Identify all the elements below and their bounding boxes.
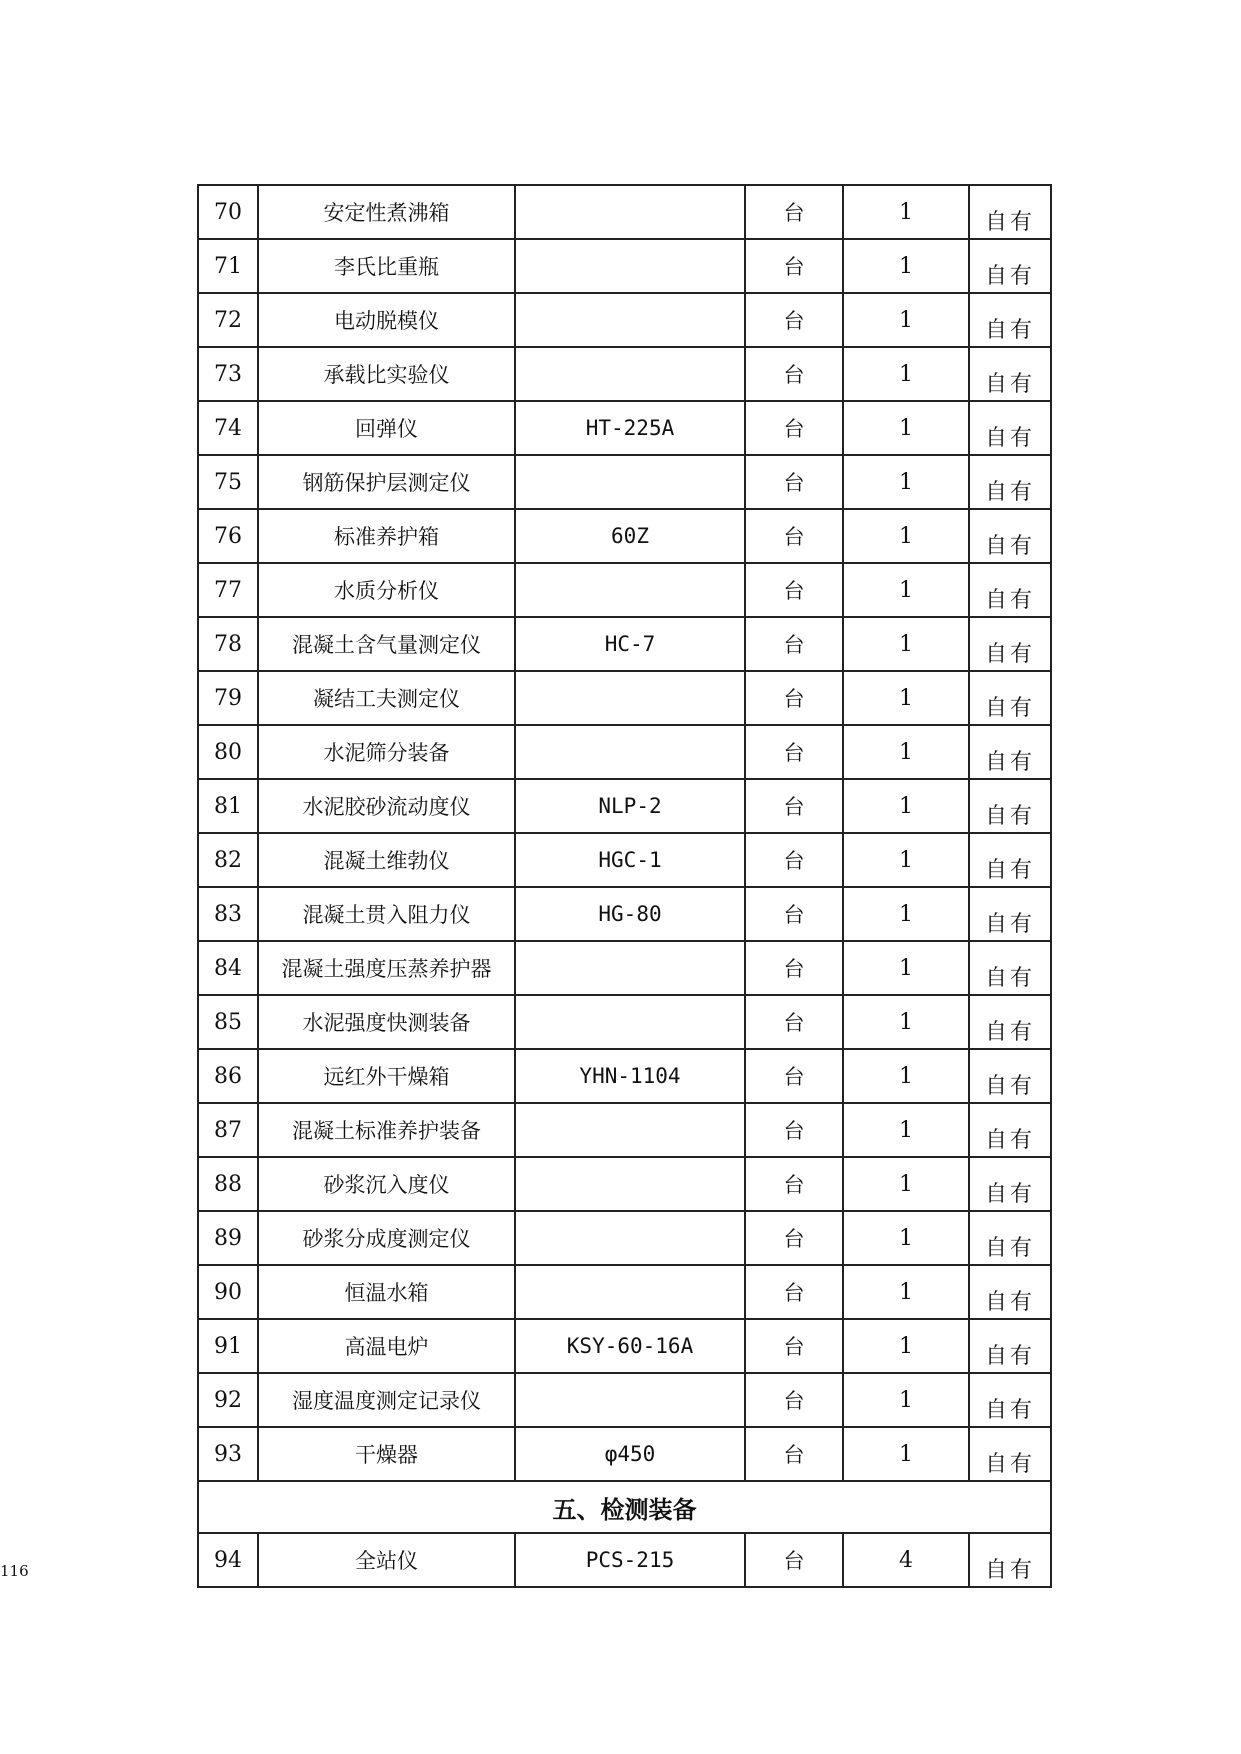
quantity-cell: 1 — [843, 401, 969, 455]
ownership-cell: 自有 — [969, 1427, 1051, 1481]
ownership-cell: 自有 — [969, 725, 1051, 779]
model-cell — [515, 239, 745, 293]
ownership-cell: 自有 — [969, 239, 1051, 293]
equipment-name-cell: 混凝土强度压蒸养护器 — [258, 941, 515, 995]
table-row — [198, 1533, 1051, 1587]
row-number-cell: 74 — [198, 401, 258, 455]
model-cell — [515, 1265, 745, 1319]
table-row — [198, 1157, 1051, 1211]
page-number: 116 — [0, 1562, 29, 1580]
ownership-cell: 自有 — [969, 833, 1051, 887]
equipment-name-cell: 混凝土贯入阻力仪 — [258, 887, 515, 941]
ownership-cell: 自有 — [969, 617, 1051, 671]
row-number-cell: 88 — [198, 1157, 258, 1211]
ownership-cell: 自有 — [969, 401, 1051, 455]
unit-cell: 台 — [745, 401, 843, 455]
row-number-cell: 93 — [198, 1427, 258, 1481]
ownership-cell: 自有 — [969, 1319, 1051, 1373]
unit-cell: 台 — [745, 1049, 843, 1103]
table-row — [198, 1265, 1051, 1319]
unit-cell: 台 — [745, 1373, 843, 1427]
row-number-cell: 89 — [198, 1211, 258, 1265]
row-number-cell: 85 — [198, 995, 258, 1049]
unit-cell: 台 — [745, 833, 843, 887]
ownership-cell: 自有 — [969, 887, 1051, 941]
equipment-name-cell: 水泥胶砂流动度仪 — [258, 779, 515, 833]
row-number-cell: 91 — [198, 1319, 258, 1373]
unit-cell: 台 — [745, 671, 843, 725]
model-cell — [515, 1103, 745, 1157]
unit-cell: 台 — [745, 509, 843, 563]
table-row — [198, 725, 1051, 779]
row-number-cell: 79 — [198, 671, 258, 725]
equipment-name-cell: 远红外干燥箱 — [258, 1049, 515, 1103]
row-number-cell: 80 — [198, 725, 258, 779]
equipment-name-cell: 标准养护箱 — [258, 509, 515, 563]
equipment-name-cell: 水泥强度快测装备 — [258, 995, 515, 1049]
ownership-cell: 自有 — [969, 1103, 1051, 1157]
table-row — [198, 239, 1051, 293]
quantity-cell: 1 — [843, 1373, 969, 1427]
equipment-name-cell: 混凝土维勃仪 — [258, 833, 515, 887]
row-number-cell: 86 — [198, 1049, 258, 1103]
unit-cell: 台 — [745, 779, 843, 833]
row-number-cell: 76 — [198, 509, 258, 563]
equipment-name-cell: 恒温水箱 — [258, 1265, 515, 1319]
model-cell: YHN-1104 — [515, 1049, 745, 1103]
table-row — [198, 1211, 1051, 1265]
model-cell: HT-225A — [515, 401, 745, 455]
ownership-cell: 自有 — [969, 455, 1051, 509]
equipment-name-cell: 电动脱模仪 — [258, 293, 515, 347]
ownership-cell: 自有 — [969, 563, 1051, 617]
model-cell: NLP-2 — [515, 779, 745, 833]
model-cell: HG-80 — [515, 887, 745, 941]
table-row — [198, 995, 1051, 1049]
quantity-cell: 1 — [843, 185, 969, 239]
equipment-name-cell: 全站仪 — [258, 1533, 515, 1587]
table-row — [198, 401, 1051, 455]
unit-cell: 台 — [745, 1533, 843, 1587]
row-number-cell: 75 — [198, 455, 258, 509]
quantity-cell: 1 — [843, 617, 969, 671]
quantity-cell: 1 — [843, 887, 969, 941]
row-number-cell: 73 — [198, 347, 258, 401]
model-cell: 60Z — [515, 509, 745, 563]
table-row — [198, 779, 1051, 833]
ownership-cell: 自有 — [969, 1533, 1051, 1587]
unit-cell: 台 — [745, 563, 843, 617]
row-number-cell: 92 — [198, 1373, 258, 1427]
row-number-cell: 83 — [198, 887, 258, 941]
quantity-cell: 1 — [843, 455, 969, 509]
unit-cell: 台 — [745, 941, 843, 995]
row-number-cell: 90 — [198, 1265, 258, 1319]
section-header-row — [198, 1481, 1051, 1533]
model-cell — [515, 1157, 745, 1211]
unit-cell: 台 — [745, 887, 843, 941]
table-row — [198, 1373, 1051, 1427]
quantity-cell: 1 — [843, 1319, 969, 1373]
unit-cell: 台 — [745, 1265, 843, 1319]
unit-cell: 台 — [745, 1157, 843, 1211]
quantity-cell: 1 — [843, 1427, 969, 1481]
ownership-cell: 自有 — [969, 347, 1051, 401]
equipment-name-cell: 湿度温度测定记录仪 — [258, 1373, 515, 1427]
unit-cell: 台 — [745, 347, 843, 401]
ownership-cell: 自有 — [969, 1265, 1051, 1319]
unit-cell: 台 — [745, 185, 843, 239]
unit-cell: 台 — [745, 1211, 843, 1265]
quantity-cell: 1 — [843, 779, 969, 833]
unit-cell: 台 — [745, 1427, 843, 1481]
row-number-cell: 94 — [198, 1533, 258, 1587]
equipment-name-cell: 水泥筛分装备 — [258, 725, 515, 779]
equipment-name-cell: 承载比实验仪 — [258, 347, 515, 401]
quantity-cell: 4 — [843, 1533, 969, 1587]
unit-cell: 台 — [745, 293, 843, 347]
model-cell: φ450 — [515, 1427, 745, 1481]
model-cell — [515, 941, 745, 995]
unit-cell: 台 — [745, 995, 843, 1049]
table-row — [198, 509, 1051, 563]
row-number-cell: 71 — [198, 239, 258, 293]
table-row — [198, 1103, 1051, 1157]
model-cell — [515, 293, 745, 347]
equipment-name-cell: 回弹仪 — [258, 401, 515, 455]
model-cell — [515, 455, 745, 509]
table-row — [198, 617, 1051, 671]
equipment-name-cell: 高温电炉 — [258, 1319, 515, 1373]
equipment-name-cell: 砂浆沉入度仪 — [258, 1157, 515, 1211]
table-row — [198, 941, 1051, 995]
section-title: 五、检测装备 — [198, 1481, 1051, 1533]
equipment-table-body — [198, 185, 1051, 1587]
model-cell: KSY-60-16A — [515, 1319, 745, 1373]
table-row — [198, 185, 1051, 239]
quantity-cell: 1 — [843, 671, 969, 725]
quantity-cell: 1 — [843, 995, 969, 1049]
equipment-name-cell: 钢筋保护层测定仪 — [258, 455, 515, 509]
ownership-cell: 自有 — [969, 671, 1051, 725]
equipment-name-cell: 混凝土标准养护装备 — [258, 1103, 515, 1157]
model-cell — [515, 1211, 745, 1265]
ownership-cell: 自有 — [969, 1373, 1051, 1427]
row-number-cell: 87 — [198, 1103, 258, 1157]
model-cell: HGC-1 — [515, 833, 745, 887]
table-row — [198, 887, 1051, 941]
model-cell — [515, 995, 745, 1049]
quantity-cell: 1 — [843, 563, 969, 617]
row-number-cell: 70 — [198, 185, 258, 239]
equipment-name-cell: 砂浆分成度测定仪 — [258, 1211, 515, 1265]
model-cell: PCS-215 — [515, 1533, 745, 1587]
table-row — [198, 293, 1051, 347]
quantity-cell: 1 — [843, 1157, 969, 1211]
quantity-cell: 1 — [843, 1211, 969, 1265]
table-row — [198, 671, 1051, 725]
ownership-cell: 自有 — [969, 1211, 1051, 1265]
equipment-table — [197, 184, 1052, 1588]
row-number-cell: 84 — [198, 941, 258, 995]
table-row — [198, 1427, 1051, 1481]
ownership-cell: 自有 — [969, 293, 1051, 347]
model-cell — [515, 347, 745, 401]
equipment-name-cell: 干燥器 — [258, 1427, 515, 1481]
quantity-cell: 1 — [843, 1265, 969, 1319]
model-cell — [515, 563, 745, 617]
equipment-name-cell: 混凝土含气量测定仪 — [258, 617, 515, 671]
table-row — [198, 455, 1051, 509]
equipment-name-cell: 凝结工夫测定仪 — [258, 671, 515, 725]
ownership-cell: 自有 — [969, 779, 1051, 833]
unit-cell: 台 — [745, 725, 843, 779]
row-number-cell: 82 — [198, 833, 258, 887]
quantity-cell: 1 — [843, 509, 969, 563]
quantity-cell: 1 — [843, 1049, 969, 1103]
ownership-cell: 自有 — [969, 1157, 1051, 1211]
ownership-cell: 自有 — [969, 995, 1051, 1049]
table-row — [198, 1049, 1051, 1103]
row-number-cell: 72 — [198, 293, 258, 347]
quantity-cell: 1 — [843, 1103, 969, 1157]
equipment-name-cell: 李氏比重瓶 — [258, 239, 515, 293]
equipment-name-cell: 水质分析仪 — [258, 563, 515, 617]
unit-cell: 台 — [745, 239, 843, 293]
quantity-cell: 1 — [843, 833, 969, 887]
equipment-name-cell: 安定性煮沸箱 — [258, 185, 515, 239]
row-number-cell: 81 — [198, 779, 258, 833]
model-cell — [515, 671, 745, 725]
ownership-cell: 自有 — [969, 509, 1051, 563]
table-row — [198, 563, 1051, 617]
row-number-cell: 78 — [198, 617, 258, 671]
model-cell: HC-7 — [515, 617, 745, 671]
ownership-cell: 自有 — [969, 1049, 1051, 1103]
model-cell — [515, 185, 745, 239]
quantity-cell: 1 — [843, 347, 969, 401]
table-row — [198, 1319, 1051, 1373]
table-row — [198, 347, 1051, 401]
ownership-cell: 自有 — [969, 941, 1051, 995]
table-row — [198, 833, 1051, 887]
quantity-cell: 1 — [843, 293, 969, 347]
model-cell — [515, 1373, 745, 1427]
quantity-cell: 1 — [843, 725, 969, 779]
unit-cell: 台 — [745, 617, 843, 671]
unit-cell: 台 — [745, 1319, 843, 1373]
model-cell — [515, 725, 745, 779]
quantity-cell: 1 — [843, 941, 969, 995]
row-number-cell: 77 — [198, 563, 258, 617]
ownership-cell: 自有 — [969, 185, 1051, 239]
unit-cell: 台 — [745, 1103, 843, 1157]
quantity-cell: 1 — [843, 239, 969, 293]
unit-cell: 台 — [745, 455, 843, 509]
